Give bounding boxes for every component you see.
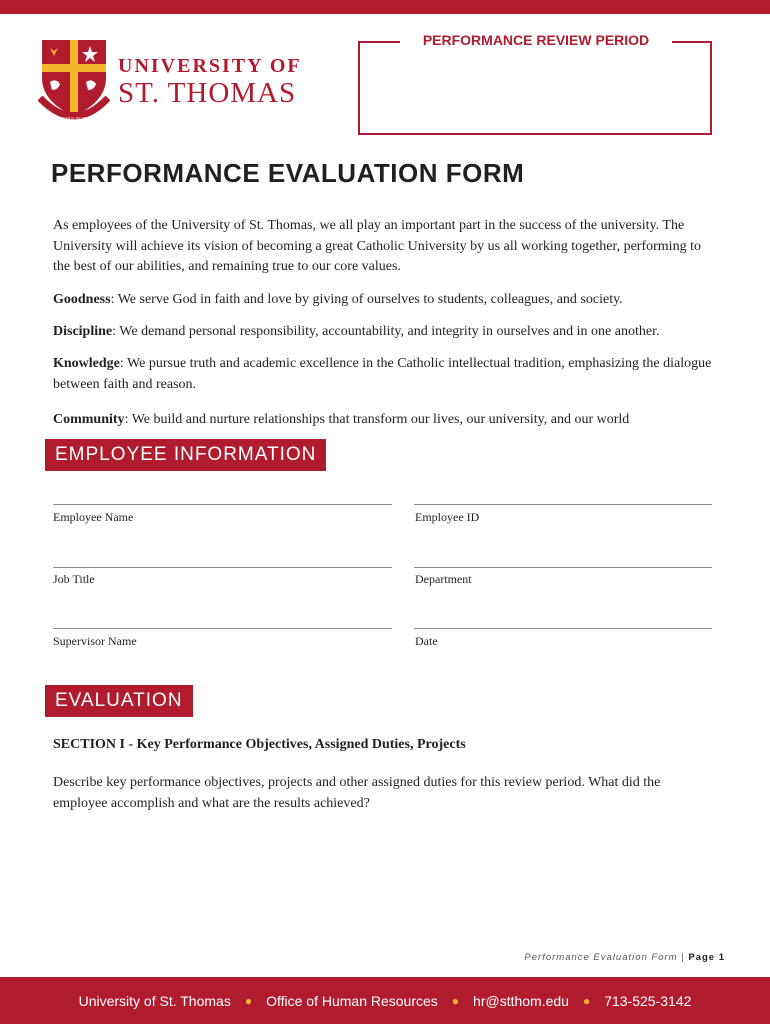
date-input[interactable] <box>414 628 712 629</box>
value-text: : We serve God in faith and love by giving of ourselves to students, colleagues, and society. <box>110 292 623 307</box>
brand-line-2: ST. THOMAS <box>118 77 297 109</box>
value-term: Goodness <box>53 292 111 307</box>
value-text: : We build and nurture relationships that transform our lives, our university, and our world <box>124 412 630 427</box>
value-goodness <box>53 290 718 311</box>
employee-information-heading: EMPLOYEE INFORMATION <box>45 439 326 471</box>
supervisor-name-input[interactable] <box>53 628 392 629</box>
employee-name-label: Employee Name <box>53 510 134 524</box>
bullet-icon: ● <box>451 993 460 1008</box>
employee-id-label: Employee ID <box>415 510 480 524</box>
footer-email-link[interactable]: hr@stthom.edu <box>473 992 569 1009</box>
period-box-top-right <box>672 41 712 43</box>
department-label: Department <box>415 572 472 586</box>
value-community <box>53 410 718 431</box>
value-knowledge <box>53 354 718 395</box>
section-one-prompt: Describe key performance objectives, projects and other assigned duties for this review period. What did the employee accomplish and what are the results achieved? <box>53 775 661 811</box>
review-period-label: PERFORMANCE REVIEW PERIOD <box>422 32 650 48</box>
footer-university: University of St. Thomas <box>78 992 231 1009</box>
intro-paragraph: As employees of the University of St. Thomas, we all play an important part in the success of the university. The University will achieve its vision of becoming a great Catholic University by us all working together, performing to the best of our abilities, and remaining true to our core values. <box>53 218 701 274</box>
page-footer-form-name: Performance Evaluation Form <box>524 952 678 963</box>
top-accent-bar <box>0 0 770 14</box>
footer-office: Office of Human Resources <box>266 992 438 1009</box>
logo-motto: CRESCAMUS IN CHRISTO <box>49 116 99 121</box>
review-period-field[interactable] <box>358 41 712 135</box>
contact-footer-bar <box>0 977 770 1024</box>
employee-name-input[interactable] <box>53 504 392 505</box>
value-discipline <box>53 322 718 343</box>
supervisor-name-label: Supervisor Name <box>53 634 137 648</box>
bullet-icon: ● <box>582 993 591 1008</box>
employee-id-input[interactable] <box>414 504 712 505</box>
footer-phone: 713-525-3142 <box>604 992 692 1009</box>
bullet-icon: ● <box>244 993 253 1008</box>
brand-line-1: UNIVERSITY OF <box>118 55 302 77</box>
period-box-top-left <box>358 41 400 43</box>
value-term: Discipline <box>53 324 113 339</box>
job-title-input[interactable] <box>53 567 392 568</box>
page-number: Page 1 <box>688 952 725 963</box>
university-crest-logo <box>38 38 110 122</box>
value-text: : We demand personal responsibility, accountability, and integrity in ourselves and in one another. <box>112 324 660 339</box>
section-one-title: SECTION I - Key Performance Objectives, Assigned Duties, Projects <box>53 737 466 752</box>
date-label: Date <box>415 634 438 648</box>
value-text: : We pursue truth and academic excellence in the Catholic intellectual tradition, emphasizing the dialogue between faith and reason. <box>53 356 712 392</box>
page-footer-separator: | <box>681 952 685 963</box>
job-title-label: Job Title <box>53 572 95 586</box>
page-title: PERFORMANCE EVALUATION FORM <box>51 158 525 188</box>
department-input[interactable] <box>414 567 712 568</box>
evaluation-heading: EVALUATION <box>45 685 193 717</box>
value-term: Knowledge <box>53 356 120 371</box>
value-term: Community <box>53 412 125 427</box>
page-footer <box>524 952 725 963</box>
